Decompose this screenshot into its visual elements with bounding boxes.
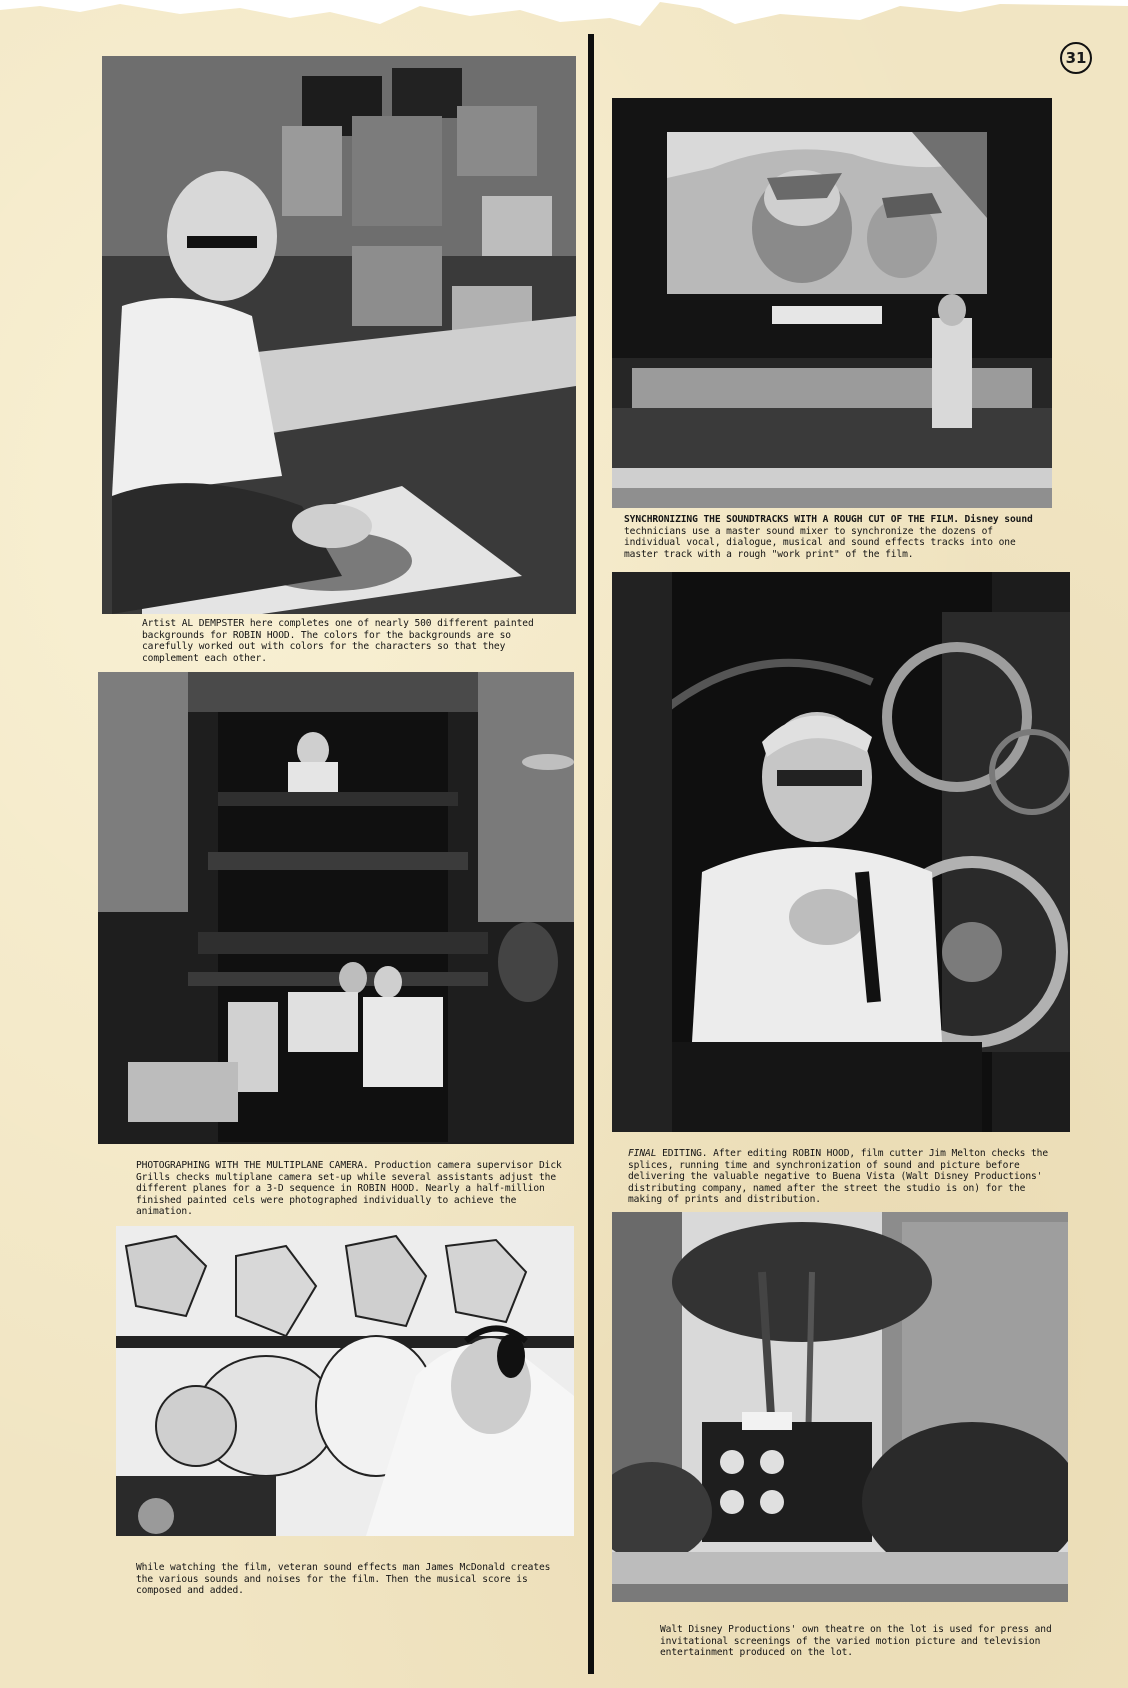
torn-top-edge bbox=[0, 0, 1128, 40]
caption-soundtracks bbox=[624, 514, 1044, 560]
caption-final-editing-body: EDITING. After editing ROBIN HOOD, film cutter Jim Melton checks the splices, running time and synchronization of sound and picture before delivering the valuable negative to Buena Vista (Walt Disney Productions' distributing company, named after the street the studio is on) for the making of prints and distribution. bbox=[628, 1148, 1049, 1206]
caption-theatre: Walt Disney Productions' own theatre on the lot is used for press and invitational screenings of the varied motion picture and television entertainment produced on the lot. bbox=[660, 1624, 1052, 1659]
caption-al-dempster: Artist AL DEMPSTER here completes one of nearly 500 different painted backgrounds for ROBIN HOOD. The colors for the backgrounds are so carefully worked out with colors for the characters so that they complement each other. bbox=[142, 618, 534, 664]
page-number: 31 bbox=[1060, 42, 1092, 74]
caption-final-editing bbox=[628, 1148, 1056, 1206]
photo-sound-effects-man bbox=[116, 1226, 574, 1536]
photo-final-editing bbox=[612, 572, 1070, 1132]
photo-al-dempster-artist bbox=[102, 56, 576, 614]
photo-multiplane-camera bbox=[98, 672, 574, 1144]
column-divider bbox=[588, 34, 594, 1674]
caption-multiplane: PHOTOGRAPHING WITH THE MULTIPLANE CAMERA. Production camera supervisor Dick Grills checks multiplane camera set-up while several assistants adjust the different planes for a 3-D sequence in ROBIN HOOD. Nearly a half-million finished painted cels were photographed individually to achieve the animation. bbox=[136, 1160, 562, 1218]
photo-sound-mixing-room bbox=[612, 98, 1052, 508]
caption-soundtracks-heading: SYNCHRONIZING THE SOUNDTRACKS WITH A ROUGH CUT OF THE FILM. Disney sound bbox=[624, 514, 1033, 525]
caption-final-editing-heading: FINAL bbox=[628, 1148, 657, 1159]
caption-soundtracks-body: technicians use a master sound mixer to synchronize the dozens of individual vocal, dialogue, musical and sound effects tracks into one master track with a rough "work print" of the film. bbox=[624, 525, 1016, 560]
photo-studio-theatre bbox=[612, 1212, 1068, 1602]
caption-sound-effects: While watching the film, veteran sound effects man James McDonald creates the various sounds and noises for the film. Then the musical score is composed and added. bbox=[136, 1562, 551, 1597]
